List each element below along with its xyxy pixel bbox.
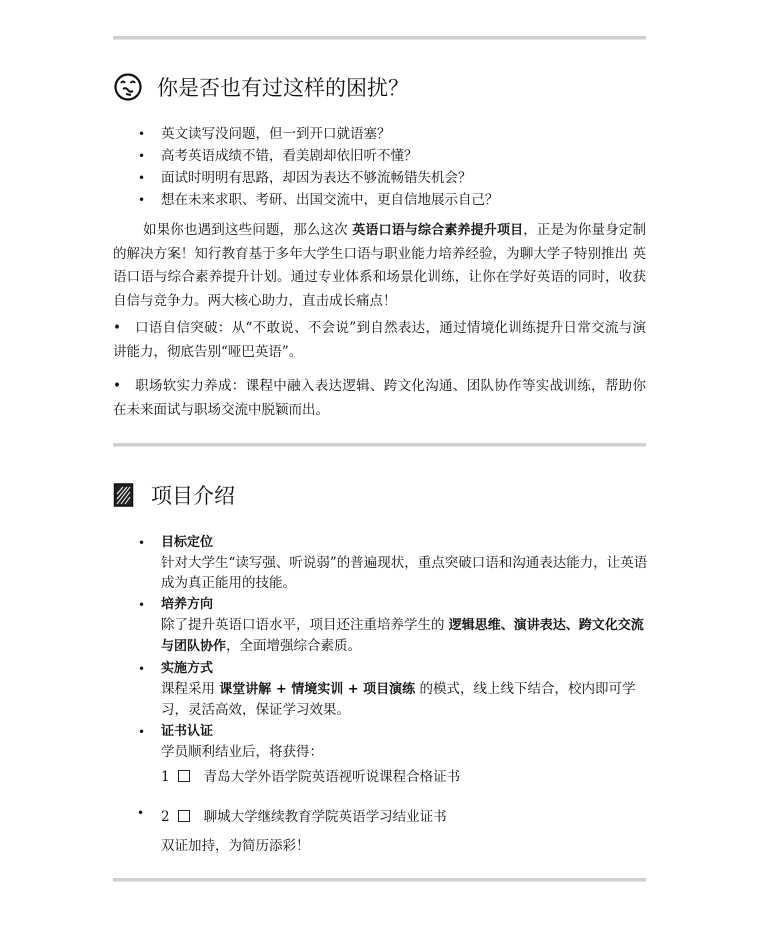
divider	[113, 36, 646, 40]
method-text: 课程采用 课堂讲解 + 情境实训 + 项目演练 的模式，线上线下结合，校内即可学习，灵活高效，保证学习效果。	[161, 681, 636, 718]
goal-heading: • 目标定位	[161, 535, 214, 550]
section-title: 项目介绍	[151, 484, 235, 508]
list-item: • 想在未来求职、考研、出国交流中，更自信地展示自己？	[113, 189, 499, 211]
divider	[113, 443, 646, 447]
certificate-text: 学员顺利结业后，将获得：	[161, 744, 323, 760]
section-heading-project	[113, 480, 235, 510]
divider	[113, 878, 646, 882]
list-item: • 面试时明明有思路，却因为表达不够流畅错失机会？	[113, 167, 499, 189]
certificate-number: 1	[161, 769, 170, 785]
training-text: 除了提升英语口语水平，项目还注重培养学生的 逻辑思维、演讲表达、跨文化交流与团队协作，全面增强综合素质。	[161, 617, 644, 654]
certificate-item-2	[161, 805, 447, 825]
certificate-name: 青岛大学外语学院英语视听说课程合格证书	[203, 769, 461, 785]
training-heading: • 培养方向	[161, 597, 214, 612]
list-item-certificate	[113, 722, 653, 762]
certificate-number: 2	[161, 809, 170, 825]
checkbox-icon	[178, 770, 190, 782]
list-item-method	[113, 659, 653, 720]
project-intro-list	[113, 533, 653, 762]
list-item: • 英文读写没问题，但一到开口就语塞？	[113, 123, 499, 145]
section-title: 你是否也有过这样的困扰？	[157, 76, 409, 100]
notebook-icon	[113, 482, 135, 508]
list-item-goal	[113, 533, 653, 593]
intro-paragraph	[113, 219, 646, 313]
list-item: • 高考英语成绩不错，看美剧却依旧听不懂？	[113, 145, 499, 167]
question-list	[113, 123, 499, 211]
core-point-career: • 职场软实力养成：课程中融入表达逻辑、跨文化沟通、团队协作等实战训练，帮助你在未来面试与职场交流中脱颖而出。	[113, 378, 646, 418]
certificate-heading: • 证书认证	[161, 724, 214, 739]
bullet-icon: •	[137, 806, 145, 820]
certificate-name: 聊城大学继续教育学院英语学习结业证书	[203, 809, 447, 825]
certificate-item-1	[161, 765, 460, 785]
goal-text: 针对大学生“读写强、听说弱”的普遍现状，重点突破口语和沟通表达能力，让英语成为真正能用的技能。	[161, 555, 648, 591]
face-confused-icon	[113, 72, 143, 102]
method-heading: • 实施方式	[161, 661, 214, 676]
closing-text: 双证加持，为简历添彩！	[161, 838, 310, 854]
intro-text-a: 如果你也遇到这些问题，那么这次	[143, 222, 348, 238]
section-heading-troubles	[113, 72, 409, 102]
training-bold: 逻辑思维、演讲表达、跨文化交流与团队协作	[161, 618, 644, 654]
list-item-training	[113, 595, 653, 657]
checkbox-icon	[178, 810, 190, 822]
intro-text-b: ，正是为你量身定制的解决方案！知行教育基于多年大学生口语与职业能力培养经验，为聊大学子特别推出 英语口语与综合素养提升计划。通过专业体系和场景化训练，让你在学好英语的同时，收获自信与竞争力。两大核心助力，直击成长痛点！	[113, 222, 646, 309]
method-bold: 课堂讲解 + 情境实训 + 项目演练	[219, 682, 416, 697]
project-name-bold: 英语口语与综合素养提升项目	[352, 223, 524, 238]
core-point-speaking: • 口语自信突破：从“不敢说、不会说”到自然表达，通过情境化训练提升日常交流与演讲能力，彻底告别“哑巴英语”。	[113, 320, 646, 360]
